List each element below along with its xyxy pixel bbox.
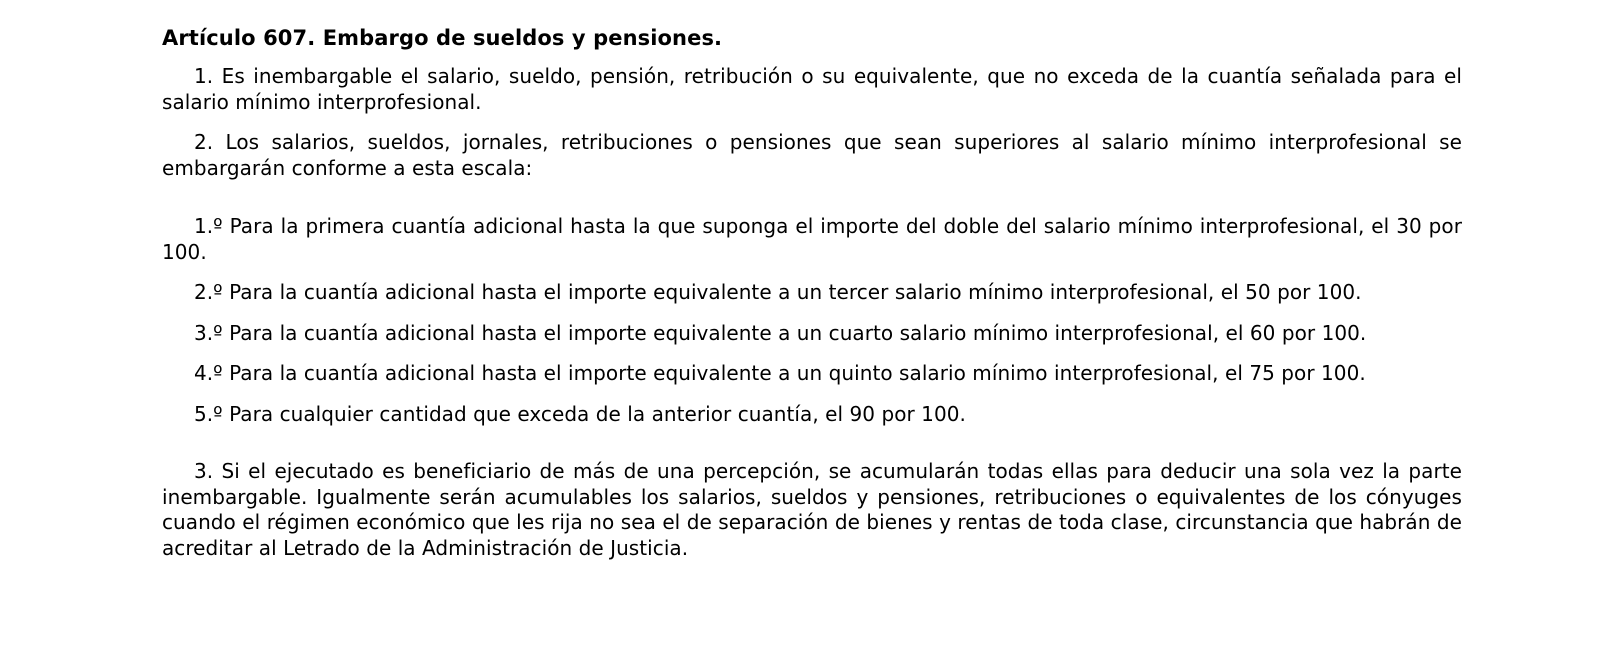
scale-item-4: 4.º Para la cuantía adicional hasta el importe equivalente a un quinto salario mínimo interprofesional, el 75 por 100.: [194, 361, 1366, 385]
paragraph-2: 2. Los salarios, sueldos, jornales, retribuciones o pensiones que sean superiores al salario mínimo interprofesional se embargarán conforme a esta escala:: [162, 130, 1462, 180]
paragraph-1: 1. Es inembargable el salario, sueldo, pensión, retribución o su equivalente, que no exceda de la cuantía señalada para el salario mínimo interprofesional.: [162, 64, 1462, 114]
paragraph-3: 3. Si el ejecutado es beneficiario de más de una percepción, se acumularán todas ellas para deducir una sola vez la parte inembargable. Igualmente serán acumulables los salarios, sueldos y pensiones, retribuciones o equivalentes de los cónyuges cuando el régimen económico que les rija no sea el de separación de bienes y rentas de toda clase, circunstancia que habrán de acreditar al Letrado de la Administración de Justicia.: [162, 459, 1462, 560]
scale-item-2: 2.º Para la cuantía adicional hasta el importe equivalente a un tercer salario mínimo interprofesional, el 50 por 100.: [194, 280, 1362, 304]
scale-item-5: 5.º Para cualquier cantidad que exceda de la anterior cuantía, el 90 por 100.: [194, 401, 966, 426]
scale-item-3: 3.º Para la cuantía adicional hasta el importe equivalente a un cuarto salario mínimo interprofesional, el 60 por 100.: [194, 320, 1367, 345]
scale-item-1: 1.º Para la primera cuantía adicional hasta la que suponga el importe del doble del salario mínimo interprofesional, el 30 por 100.: [162, 214, 1462, 264]
document-body: [162, 20, 1462, 561]
article-title: Artículo 607. Embargo de sueldos y pensiones.: [162, 26, 723, 50]
